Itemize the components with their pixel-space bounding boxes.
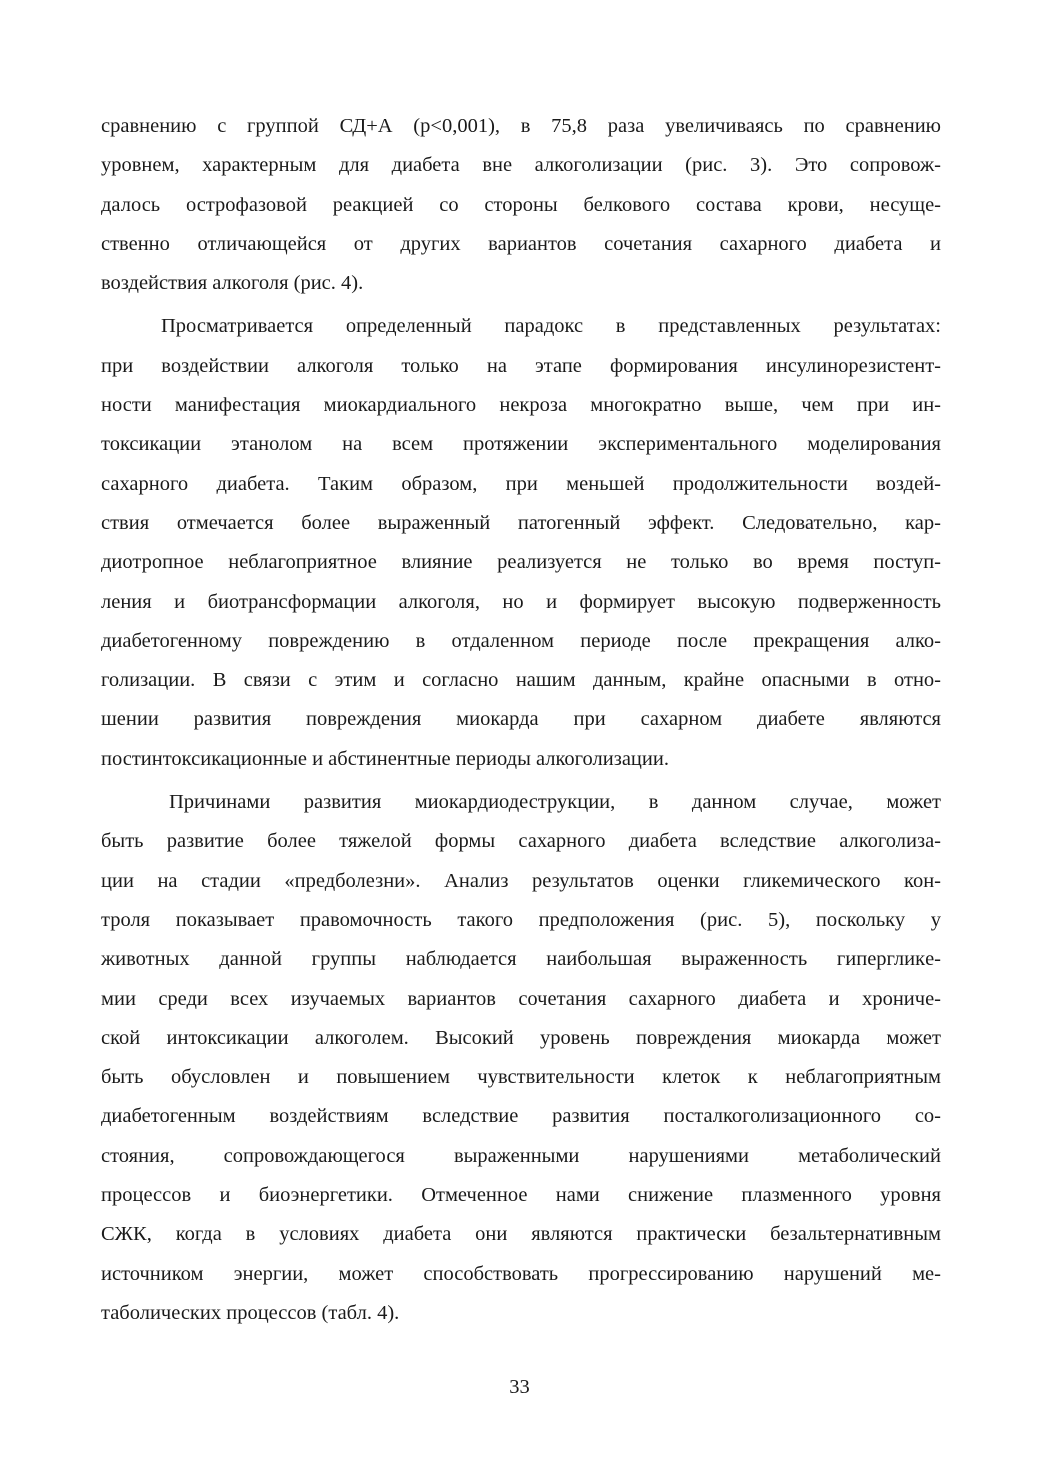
text-line: диабетогенному повреждению в отдаленном периоде после прекращения алко- (101, 629, 941, 652)
text-line: быть обусловлен и повышением чувствительности клеток к неблагоприятным (101, 1066, 941, 1089)
text-line: токсикации этанолом на всем протяжении экспериментального моделирования (101, 433, 941, 456)
text-line: ствия отмечается более выраженный патогенный эффект. Следовательно, кар- (101, 511, 941, 534)
text-line: СЖК, когда в условиях диабета они являются практически безальтернативным (101, 1223, 941, 1246)
text-line: животных данной группы наблюдается наибольшая выраженность гипергликe- (101, 948, 941, 971)
text-line: воздействия алкоголя (рис. 4). (101, 272, 364, 295)
text-line: ления и биотрансформации алкоголя, но и формирует высокую подверженность (101, 590, 941, 613)
text-line: Просматривается определенный парадокс в представленных результатах: (161, 315, 941, 338)
text-line: ственно отличающейся от других вариантов сочетания сахарного диабета и (101, 232, 941, 255)
text-line: сахарного диабета. Таким образом, при меньшей продолжительности воздей- (101, 472, 941, 495)
text-line: быть развитие более тяжелой формы сахарного диабета вследствие алкоголиза- (101, 830, 941, 853)
text-line: сравнению с группой СД+А (р<0,001), в 75,8 раза увеличиваясь по сравнению (101, 115, 941, 137)
paragraph-3 (101, 783, 941, 1333)
text-line: мии среди всех изучаемых вариантов сочетания сахарного диабета и хрониче- (101, 987, 941, 1010)
text-line: ции на стадии «предболезни». Анализ результатов оценки гликемического кон- (101, 869, 941, 892)
text-line: уровнем, характерным для диабета вне алкоголизации (рис. 3). Это сопровож- (101, 154, 941, 177)
text-line: далось острофазовой реакцией со стороны белкового состава крови, несуще- (101, 193, 941, 216)
page-number: 33 (509, 1376, 530, 1398)
text-line: шении развития повреждения миокарда при сахарном диабете являются (101, 708, 941, 731)
paragraph-2 (101, 307, 941, 779)
text-line: диотропное неблагоприятное влияние реализуется не только во время поступ- (101, 551, 941, 574)
text-line: стояния, сопровождающегося выраженными нарушениями метаболический (101, 1144, 941, 1167)
text-line: голизации. В связи с этим и согласно нашим данным, крайне опасными в отно- (101, 669, 941, 692)
text-line: троля показывает правомочность такого предположения (рис. 5), поскольку у (101, 908, 941, 931)
text-line: источником энергии, может способствовать прогрессированию нарушений ме- (101, 1262, 941, 1285)
text-line: постинтоксикационные и абстинентные периоды алкоголизации. (101, 747, 669, 770)
text-line: Причинами развития миокардиодеструкции, в данном случае, может (169, 791, 941, 814)
paragraph-1 (101, 107, 941, 303)
text-line: диабетогенным воздействиям вследствие развития посталкоголизационного со- (101, 1105, 941, 1128)
text-line: процессов и биоэнергетики. Отмеченное нами снижение плазменного уровня (101, 1184, 941, 1207)
text-line: ности манифестация миокардиального некроза многократно выше, чем при ин- (101, 394, 941, 417)
body-text (101, 107, 941, 1333)
text-line: таболических процессов (табл. 4). (101, 1301, 400, 1324)
text-line: ской интоксикации алкоголем. Высокий уровень повреждения миокарда может (101, 1026, 941, 1049)
text-line: при воздействии алкоголя только на этапе формирования инсулинорезистент- (101, 354, 941, 377)
